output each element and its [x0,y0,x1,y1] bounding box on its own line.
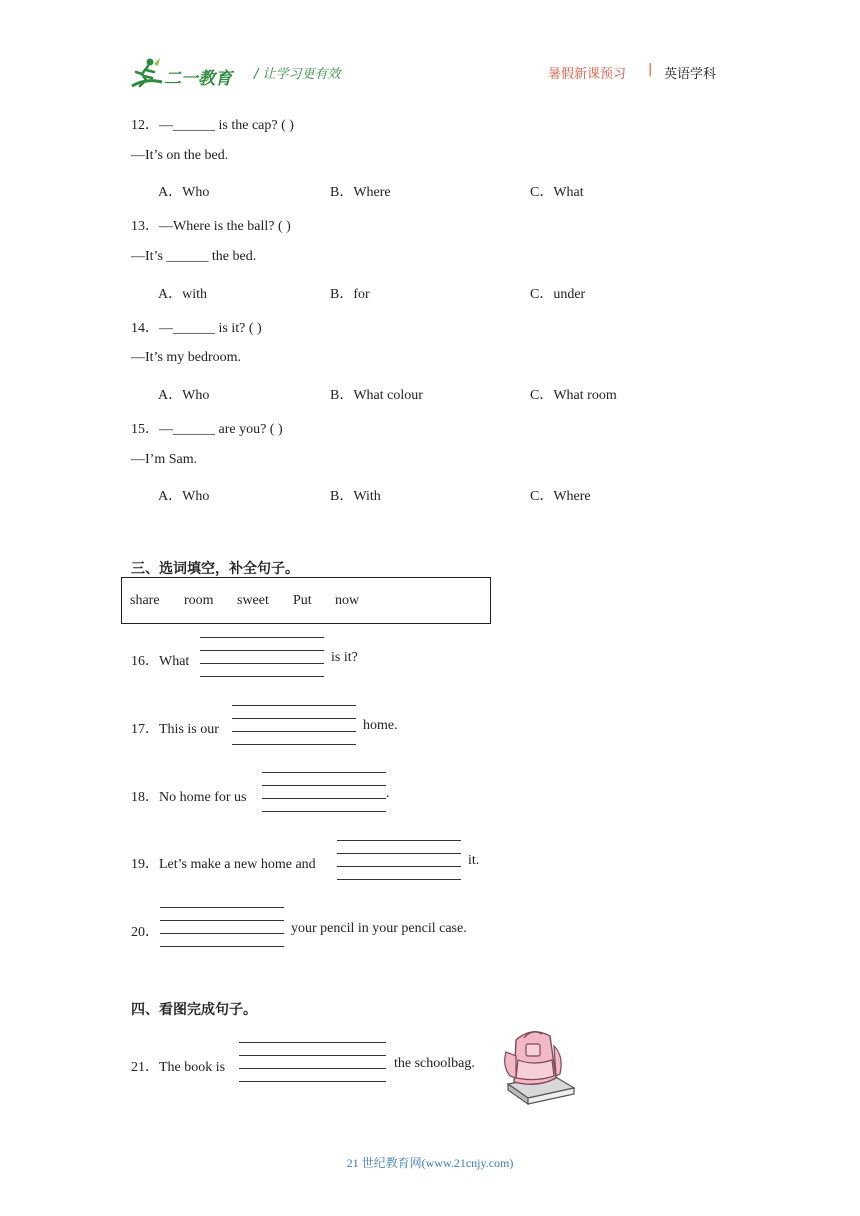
option-b[interactable]: B．With [330,489,381,504]
sentence-end: home. [363,718,398,733]
word-bank-item: now [335,593,360,608]
answer-blank[interactable] [239,1042,386,1082]
footer-text: 21 世纪教育网(www.21cnjy.com) [346,1156,514,1170]
sentence-start: 19．Let’s make a new home and [131,857,316,872]
answer-blank[interactable] [160,907,284,947]
header [0,0,860,100]
word-bank-item: room [184,593,214,608]
answer-blank[interactable] [337,840,461,880]
sentence-end: is it? [331,650,358,665]
question-reply: —I’m Sam. [131,452,198,467]
promo-text: 暑假新课预习 [548,67,627,82]
option-a[interactable]: A．with [158,287,207,302]
question-stem: 12．—______ is the cap? ( ) [131,118,294,133]
question-reply: —It’s on the bed. [131,148,229,163]
sentence-start: 17．This is our [131,722,219,737]
answer-blank[interactable] [262,772,386,812]
question-reply: —It’s ______ the bed. [131,249,257,264]
word-bank-item: share [130,593,160,608]
subject-text: 英语学科 [664,67,717,82]
sentence-start: 18．No home for us [131,790,247,805]
option-a[interactable]: A．Who [158,489,210,504]
logo-runner-icon [128,56,164,90]
word-bank-item: sweet [237,593,269,608]
sentence-end: the schoolbag. [394,1056,475,1071]
sentence-end: your pencil in your pencil case. [291,921,467,936]
option-b[interactable]: B．Where [330,185,391,200]
sentence-start: 20． [131,925,159,940]
sentence-end: it. [468,853,480,868]
sentence-start: 16．What [131,654,190,669]
question-stem: 14．—______ is it? ( ) [131,321,262,336]
question-reply: —It’s my bedroom. [131,350,242,365]
section-3-title: 三、选词填空，补全句子。 [131,561,299,577]
logo-text: 二一教育 [164,69,232,89]
option-b[interactable]: B．What colour [330,388,423,403]
slogan: / 让学习更有效 [254,67,341,82]
header-separator: | [648,62,653,77]
option-c[interactable]: C．What room [530,388,617,403]
option-c[interactable]: C．under [530,287,586,302]
answer-blank[interactable] [200,637,324,677]
section-4-title: 四、看图完成句子。 [131,1002,257,1018]
option-c[interactable]: C．Where [530,489,591,504]
schoolbag-on-book-illustration [494,1026,578,1106]
answer-blank[interactable] [232,705,356,745]
option-a[interactable]: A．Who [158,388,210,403]
question-stem: 15．—______ are you? ( ) [131,422,283,437]
word-bank-item: Put [293,593,312,608]
question-stem: 13．—Where is the ball? ( ) [131,219,291,234]
sentence-start: 21．The book is [131,1060,226,1075]
word-bank [121,577,491,624]
option-c[interactable]: C．What [530,185,584,200]
option-a[interactable]: A．Who [158,185,210,200]
sentence-end: . [386,786,390,801]
option-b[interactable]: B．for [330,287,370,302]
